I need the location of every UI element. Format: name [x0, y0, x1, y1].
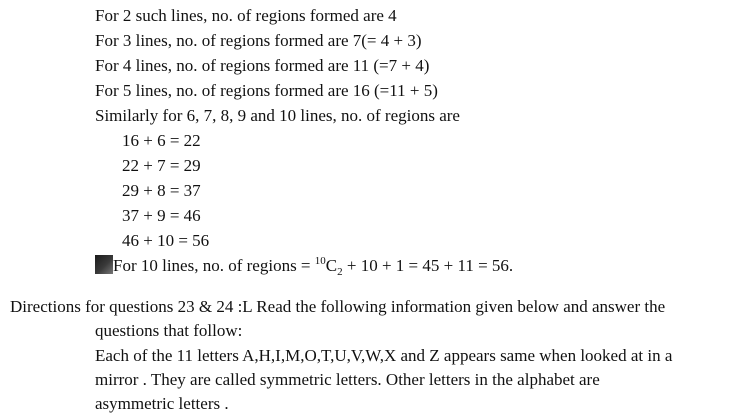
sum-line-8: 29 + 8 = 37 — [122, 181, 201, 200]
directions-para-line3: asymmetric letters . — [95, 394, 229, 413]
directions-heading: Directions for questions 23 & 24 :L Read the following information given below and answer the — [10, 297, 666, 316]
directions-para-line1: Each of the 11 letters A,H,I,M,O,T,U,V,W,X and Z appears same when looked at in a — [95, 346, 673, 365]
final-base: C — [325, 256, 338, 275]
sum-line-9: 37 + 9 = 46 — [122, 206, 201, 225]
final-sub: 2 — [337, 266, 343, 278]
regions-5-lines: For 5 lines, no. of regions formed are 16 (=11 + 5) — [95, 81, 438, 100]
directions-heading-cont: questions that follow: — [95, 321, 243, 340]
final-sup: 10 — [314, 255, 326, 267]
sum-line-6: 16 + 6 = 22 — [122, 131, 201, 150]
final-regions-line — [95, 255, 513, 277]
regions-2-lines: For 2 such lines, no. of regions formed are 4 — [95, 6, 397, 25]
final-prefix: For 10 lines, no. of regions = — [113, 256, 315, 275]
final-suffix: + 10 + 1 = 45 + 11 = 56. — [342, 256, 514, 275]
sum-line-7: 22 + 7 = 29 — [122, 156, 201, 175]
regions-4-lines: For 4 lines, no. of regions formed are 11 (=7 + 4) — [95, 56, 430, 75]
highlight-mark — [95, 255, 113, 274]
sum-line-10: 46 + 10 = 56 — [122, 231, 210, 250]
regions-similarly: Similarly for 6, 7, 8, 9 and 10 lines, no. of regions are — [95, 106, 460, 125]
directions-para-line2: mirror . They are called symmetric letters. Other letters in the alphabet are — [95, 370, 600, 389]
regions-3-lines: For 3 lines, no. of regions formed are 7(= 4 + 3) — [95, 31, 422, 50]
